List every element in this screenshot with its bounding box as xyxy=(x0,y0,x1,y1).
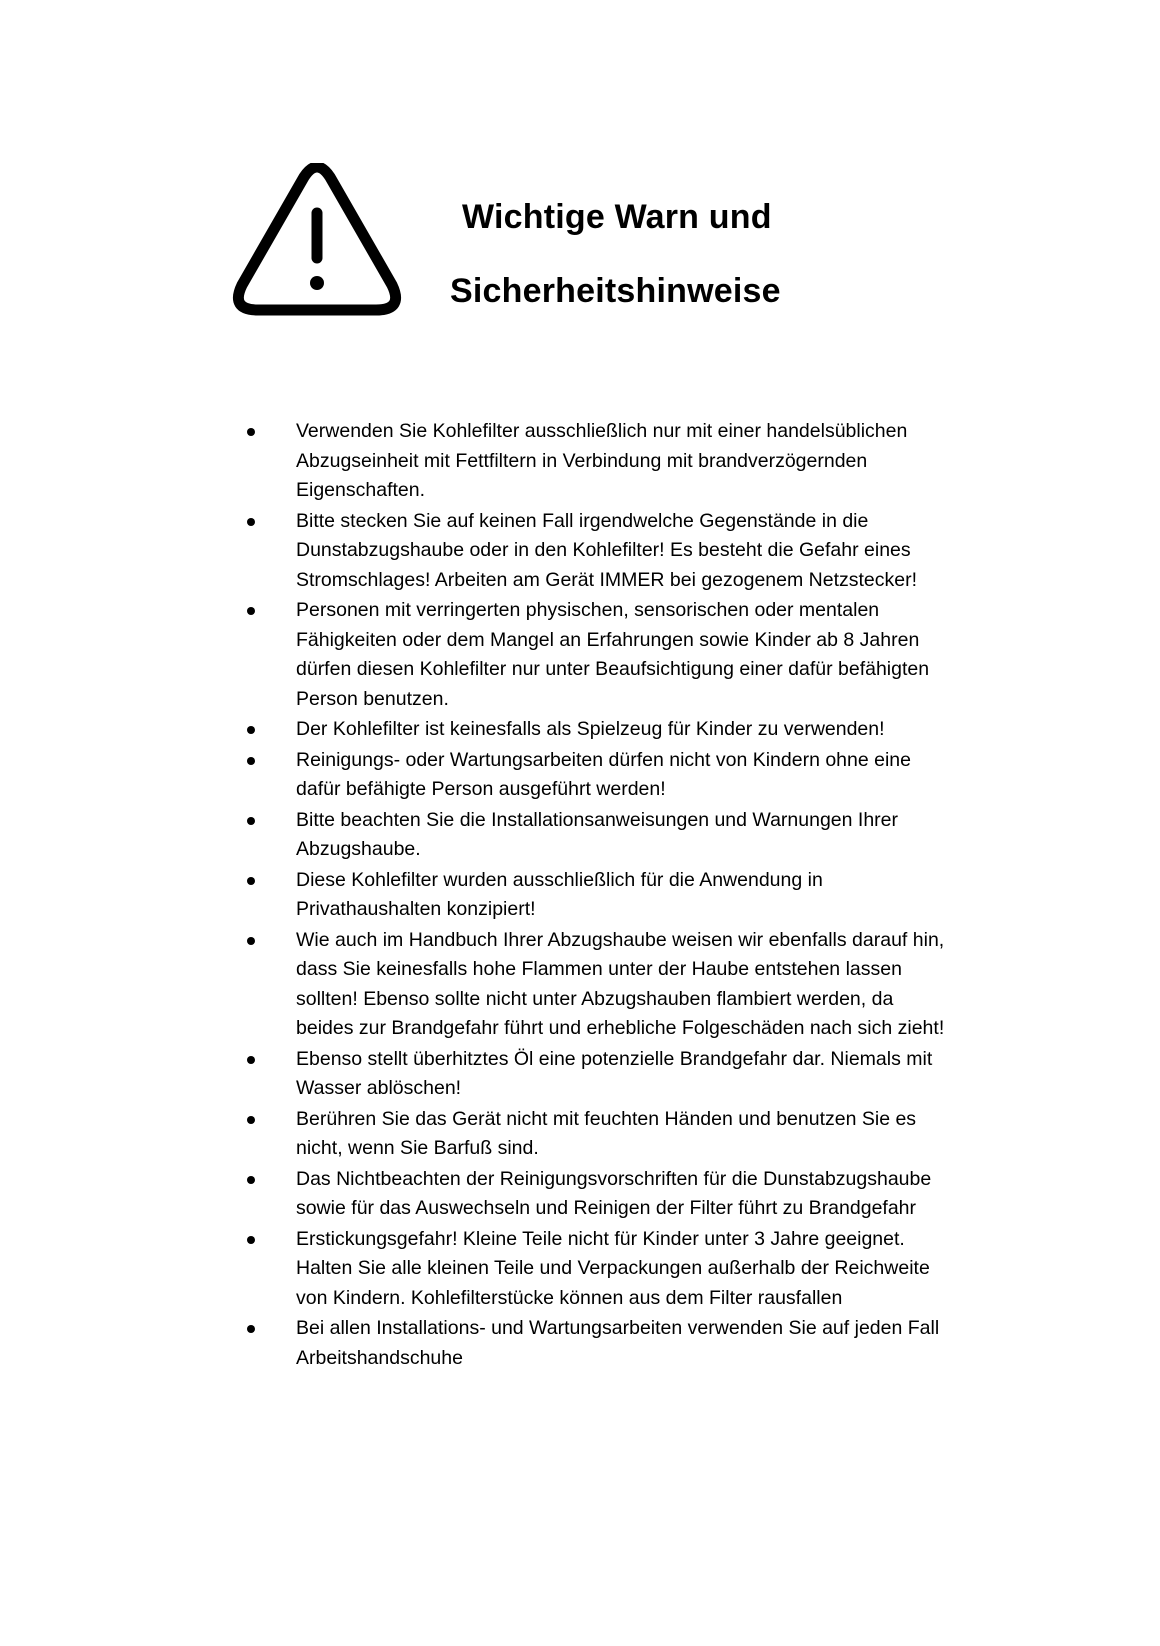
list-item-text: Bitte beachten Sie die Installationsanweisungen und Warnungen Ihrer Abzugshaube. xyxy=(296,808,899,860)
list-item-text: Diese Kohlefilter wurden ausschließlich für die Anwendung in Privathaushalten konzipiert! xyxy=(296,868,823,920)
warning-triangle-icon xyxy=(232,163,402,323)
list-item-text: Wie auch im Handbuch Ihrer Abzugshaube weisen wir ebenfalls darauf hin, dass Sie keinesfalls hohe Flammen unter der Haube entstehen lassen sollten! Ebenso sollte nicht unter Abzugshauben flambiert werden, da beides zur Brandgefahr führt und erhebliche Folgeschäden nach sich zieht! xyxy=(296,928,945,1039)
list-item xyxy=(240,417,980,506)
bullet-icon xyxy=(240,866,296,896)
list-item xyxy=(240,806,980,865)
list-item-text: Bitte stecken Sie auf keinen Fall irgendwelche Gegenstände in die Dunstabzugshaube oder in den Kohlefilter! Es besteht die Gefahr eines Stromschlages! Arbeiten am Gerät IMMER bei gezogenem Netzstecker! xyxy=(296,509,918,591)
list-item xyxy=(240,715,980,745)
list-item xyxy=(240,866,980,925)
page-title-line-2: Sicherheitshinweise xyxy=(450,272,781,310)
list-item-text: Ebenso stellt überhitztes Öl eine potenzielle Brandgefahr dar. Niemals mit Wasser ablöschen! xyxy=(296,1047,933,1099)
bullet-icon xyxy=(240,715,296,745)
bullet-icon xyxy=(240,1165,296,1195)
list-item-text: Der Kohlefilter ist keinesfalls als Spielzeug für Kinder zu verwenden! xyxy=(296,718,885,740)
list-item-text: Verwenden Sie Kohlefilter ausschließlich nur mit einer handelsüblichen Abzugseinheit mit Fettfiltern in Verbindung mit brandverzögernden Eigenschaften. xyxy=(296,420,908,501)
list-item xyxy=(240,926,980,1044)
list-item-text: Bei allen Installations- und Wartungsarbeiten verwenden Sie auf jeden Fall Arbeitshandschuhe xyxy=(296,1317,940,1369)
list-item-text: Erstickungsgefahr! Kleine Teile nicht für Kinder unter 3 Jahre geeignet. Halten Sie alle kleinen Teile und Verpackungen außerhalb der Reichweite von Kindern. Kohlefilterstücke können aus dem Filter rausfallen xyxy=(296,1227,930,1309)
bullet-icon xyxy=(240,746,296,776)
bullet-icon xyxy=(240,596,296,626)
list-item xyxy=(240,1045,980,1104)
bullet-icon xyxy=(240,507,296,537)
page-title-line-1: Wichtige Warn und xyxy=(462,198,772,236)
list-item xyxy=(240,1165,980,1224)
list-item xyxy=(240,1314,980,1373)
list-item xyxy=(240,1225,980,1314)
bullet-icon xyxy=(240,926,296,956)
bullet-icon xyxy=(240,1105,296,1135)
bullet-icon xyxy=(240,1314,296,1344)
list-item xyxy=(240,746,980,805)
list-item xyxy=(240,1105,980,1164)
list-item xyxy=(240,507,980,596)
bullet-icon xyxy=(240,1045,296,1075)
list-item-text: Reinigungs- oder Wartungsarbeiten dürfen nicht von Kindern ohne eine dafür befähigte Person ausgeführt werden! xyxy=(296,748,912,800)
list-item-text: Das Nichtbeachten der Reinigungsvorschriften für die Dunstabzugshaube sowie für das Auswechseln und Reinigen der Filter führt zu Brandgefahr xyxy=(296,1167,932,1219)
bullet-icon xyxy=(240,806,296,836)
list-item xyxy=(240,596,980,714)
list-item-text: Personen mit verringerten physischen, sensorischen oder mentalen Fähigkeiten oder dem Mangel an Erfahrungen sowie Kinder ab 8 Jahren dürfen diesen Kohlefilter nur unter Beaufsichtigung einer dafür befähigten Person benutzen. xyxy=(296,599,930,710)
list-item-text: Berühren Sie das Gerät nicht mit feuchten Händen und benutzen Sie es nicht, wenn Sie Barfuß sind. xyxy=(296,1107,917,1159)
warnings-list xyxy=(240,417,980,1374)
bullet-icon xyxy=(240,417,296,447)
bullet-icon xyxy=(240,1225,296,1255)
